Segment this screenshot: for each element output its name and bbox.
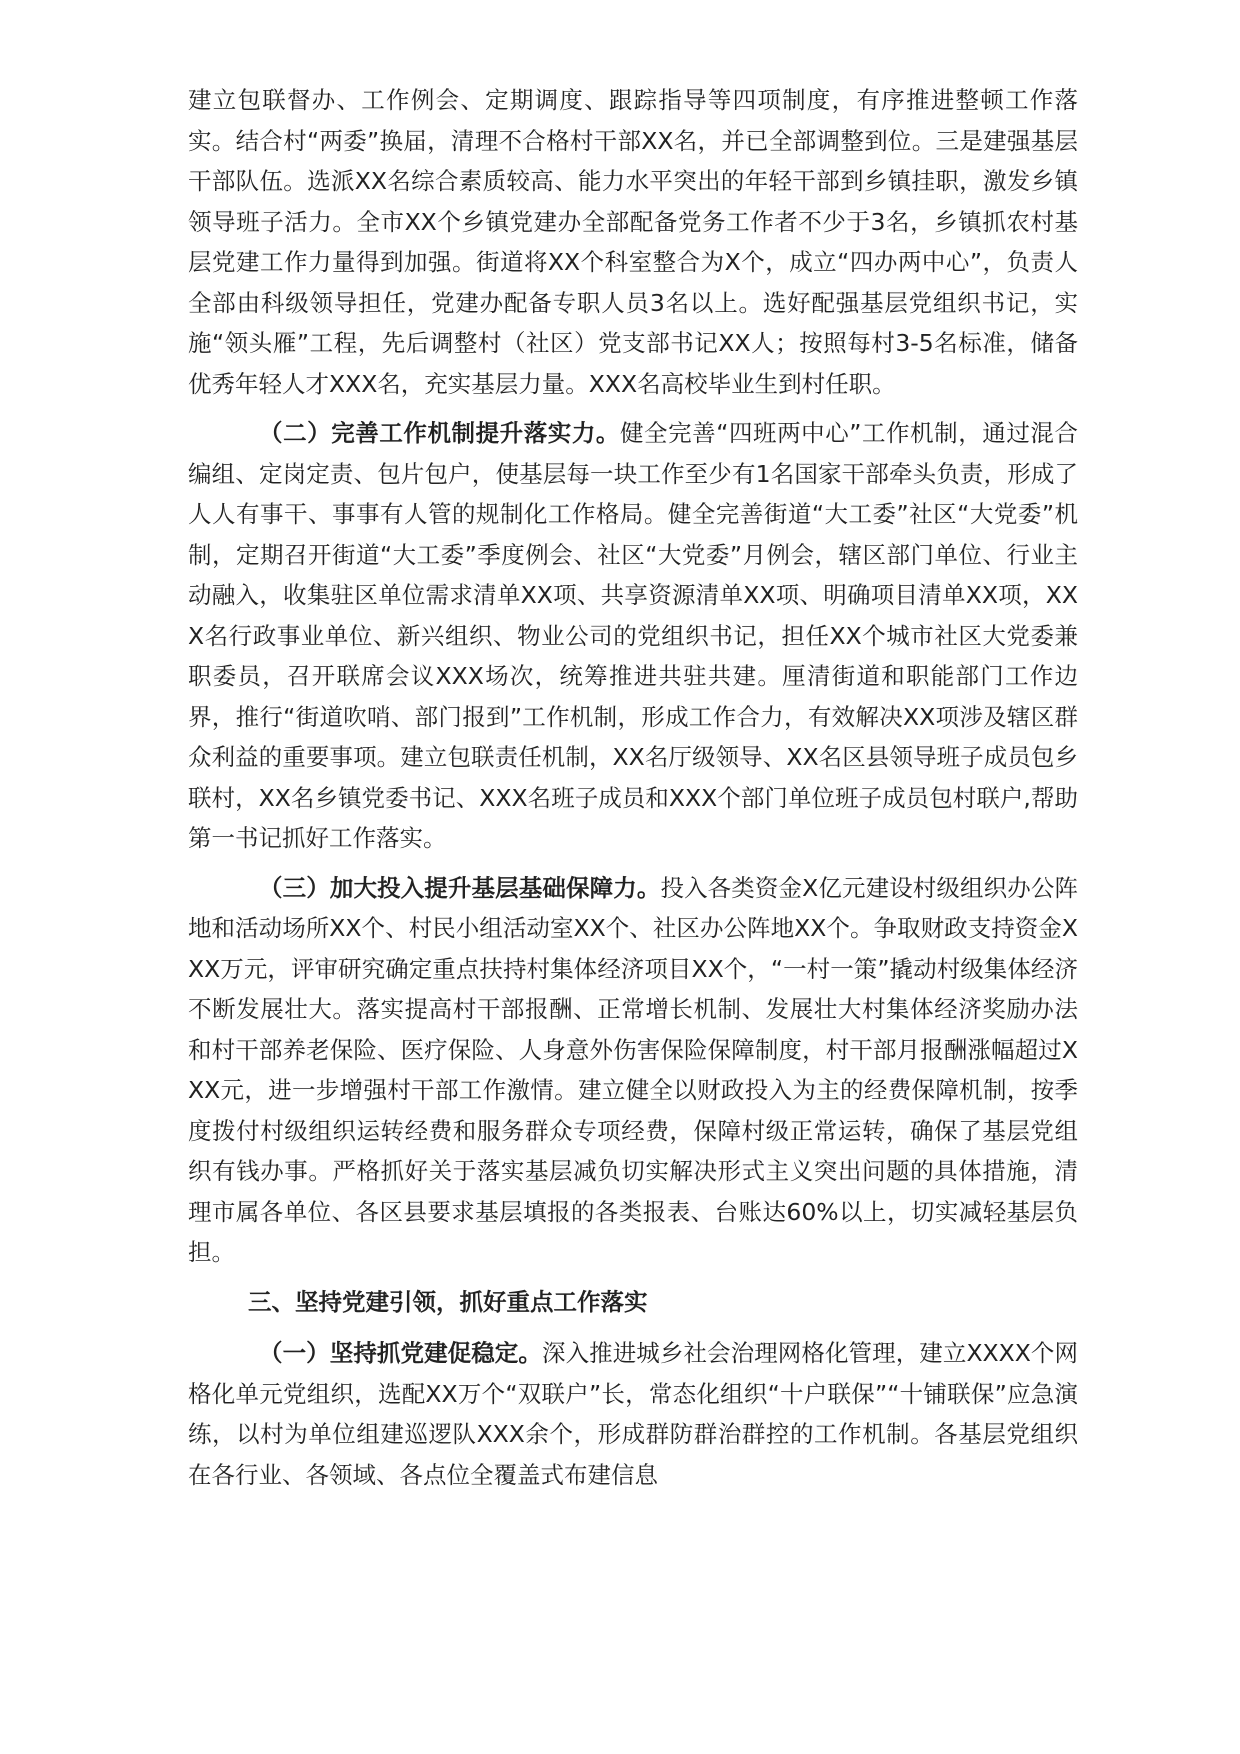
paragraph-text: 投入各类资金X亿元建设村级组织办公阵地和活动场所XX个、村民小组活动室XX个、社区办公阵地XX个。争取财政支持资金XXX万元，评审研究确定重点扶持村集体经济项目XX个，“一村一策”撬动村级集体经济不断发展壮大。落实提高村干部报酬、正常增长机制、发展壮大村集体经济奖励办法和村干部养老保险、医疗保险、人身意外伤害保险保障制度，村干部月报酬涨幅超过XXX元，进一步增强村干部工作激情。建立健全以财政投入为主的经费保障机制，按季度拨付村级组织运转经费和服务群众专项经费，保障村级正常运转，确保了基层党组织有钱办事。严格抓好关于落实基层减负切实解决形式主义突出问题的具体措施，清理市属各单位、各区县要求基层填报的各类报表、台账达60%以上，切实减轻基层负担。 [188,873,1078,1266]
document-page [188,80,1078,1504]
paragraph-stability [188,1333,1078,1495]
paragraph-text: 健全完善“四班两中心”工作机制，通过混合编组、定岗定责、包片包户，使基层每一块工作至少有1名国家干部牵头负责，形成了人人有事干、事事有人管的规制化工作格局。健全完善街道“大工委”社区“大党委”机制，定期召开街道“大工委”季度例会、社区“大党委”月例会，辖区部门单位、行业主动融入，收集驻区单位需求清单XX项、共享资源清单XX项、明确项目清单XX项，XXX名行政事业单位、新兴组织、物业公司的党组织书记，担任XX个城市社区大党委兼职委员，召开联席会议XXX场次，统筹推进共驻共建。厘清街道和职能部门工作边界，推行“街道吹哨、部门报到”工作机制，形成工作合力，有效解决XX项涉及辖区群众利益的重要事项。建立包联责任机制，XX名厅级领导、XX名区县领导班子成员包乡联村，XX名乡镇党委书记、XXX名班子成员和XXX个部门单位班子成员包村联户,帮助第一书记抓好工作落实。 [188,419,1078,852]
subsection-title-3: （三）加大投入提升基层基础保障力。 [259,873,661,902]
paragraph-text: 建立包联督办、工作例会、定期调度、跟踪指导等四项制度，有序推进整顿工作落实。结合村“两委”换届，清理不合格村干部XX名，并已全部调整到位。三是建强基层干部队伍。选派XX名综合素质较高、能力水平突出的年轻干部到乡镇挂职，激发乡镇领导班子活力。全市XX个乡镇党建办全部配备党务工作者不少于3名，乡镇抓农村基层党建工作力量得到加强。街道将XX个科室整合为X个，成立“四办两中心”，负责人全部由科级领导担任，党建办配备专职人员3名以上。选好配强基层党组织书记，实施“领头雁”工程，先后调整村（社区）党支部书记XX人；按照每村3-5名标准，储备优秀年轻人才XXX名，充实基层力量。XXX名高校毕业生到村任职。 [188,86,1078,398]
subsection-title-1: （一）坚持抓党建促稳定。 [259,1339,542,1367]
subsection-title-2: （二）完善工作机制提升落实力。 [259,419,620,447]
paragraph-continuation [188,80,1078,404]
section-heading-3: 三、坚持党建引领，抓好重点工作落实 [248,1287,648,1316]
paragraph-investment [188,868,1078,1273]
paragraph-text: 深入推进城乡社会治理网格化管理，建立XXXX个网格化单元党组织，选配XX万个“双联户”长，常态化组织“十户联保”“十铺联保”应急演练，以村为单位组建巡逻队XXX余个，形成群防群治群控的工作机制。各基层党组织在各行业、各领域、各点位全覆盖式布建信息 [188,1339,1079,1489]
paragraph-mechanism [188,413,1078,859]
